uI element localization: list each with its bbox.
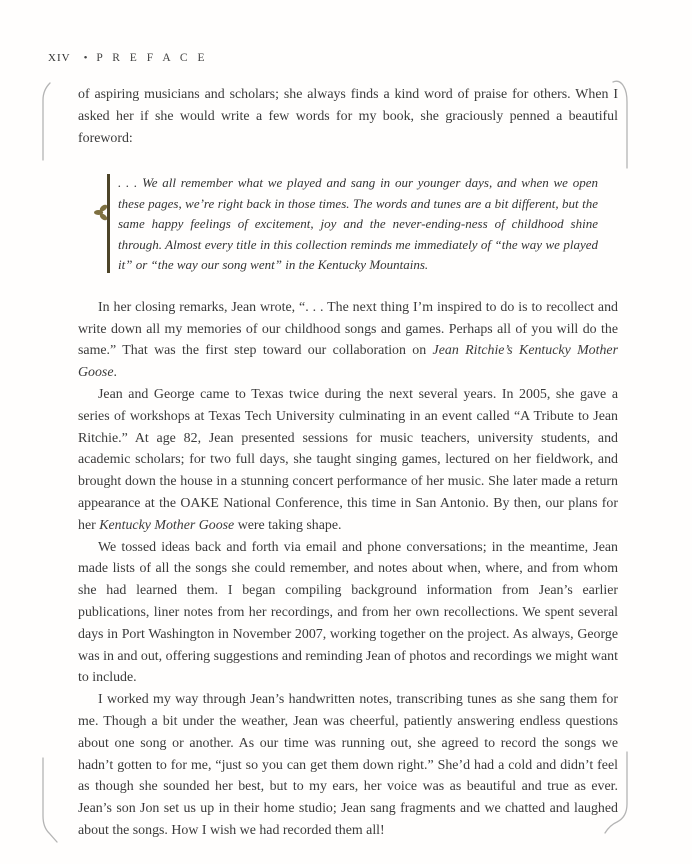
paragraph-texas-visits-end: were taking shape. [234, 517, 342, 533]
trefoil-ornament-icon [94, 204, 109, 221]
foreword-quote-text: . . . We all remember what we played and sang in our younger days, and when we open these pages, we’re right back in those times. The words and tunes are a bit different, but the same happy feelings of excitement, joy and the never-ending-ness of childhood shine through. Almost every title in this collection reminds me immediately of “the way we played it” or “the way our song went” in the Kentucky Mountains. [118, 175, 598, 273]
paragraph-recording: I worked my way through Jean’s handwritten notes, transcribing tunes as she sang them for me. Though a bit under the weather, Jean was cheerful, patiently answering endless questions about one song or another. As our time was running out, she agreed to record the songs we hadn’t gotten to for me, “just so you can get them down right.” She’d had a cold and didn’t feel as though she sounded her best, but to my ears, her voice was as beautiful and true as ever. Jean’s son Jon set us up in their home studio; Jean sang fragments and we chatted and laughed about the songs. How I wish we had recorded them all! [78, 692, 618, 839]
paragraph-texas-visits-text: Jean and George came to Texas twice during the next several years. In 2005, she gave a series of workshops at Texas Tech University culminating in an event called “A Tribute to Jean Ritchie.” At age 82, Jean presented sessions for music teachers, university students, and academic scholars; for two full days, she taught singing games, lectured on her fieldwork, and brought down the house in a stunning concert performance of her music. She later made a return appearance at the OAKE National Conference, this time in San Antonio. By then, our plans for her [78, 387, 618, 533]
foreword-quote [118, 173, 598, 276]
paragraph-collaboration: We tossed ideas back and forth via email and phone conversations; in the meantime, Jean made lists of all the songs she could remember, and notes about when, where, and from whom she had learned them. I began compiling background information from Jean’s earlier publications, liner notes from her recordings, and from her own recollections. We spent several days in Port Washington in November 2007, working together on the project. As always, George was in and out, offering suggestions and reminding Jean of photos and recordings we might want to include. [78, 539, 618, 686]
paragraph-intro: of aspiring musicians and scholars; she always finds a kind word of praise for others. When I asked her if she would write a few words for my book, she graciously penned a beautiful foreword: [78, 87, 618, 146]
book-title-full: Jean Ritchie’s Kentucky Mother Goose [78, 343, 618, 381]
paragraph-closing-remarks [78, 297, 618, 384]
corner-bracket-bottom-left-icon [43, 758, 57, 842]
header-bullet: • [83, 52, 88, 64]
corner-bracket-top-left-icon [43, 83, 50, 160]
running-header [48, 49, 208, 66]
paragraph-closing-remarks-text: In her closing remarks, Jean wrote, “. . . The next thing I’m inspired to do is to recollect and write down all my memories of our childhood songs and games. Perhaps all of you will do the same.” That was the first step toward our collaboration on [78, 299, 618, 359]
quote-vertical-rule [107, 174, 110, 273]
paragraph-texas-visits [78, 384, 618, 537]
page-body [78, 84, 618, 842]
page-number: xiv [48, 49, 71, 65]
paragraph-closing-remarks-end: . [113, 365, 117, 381]
running-head-title: P R E F A C E [96, 52, 208, 64]
book-title-short: Kentucky Mother Goose [99, 517, 235, 533]
